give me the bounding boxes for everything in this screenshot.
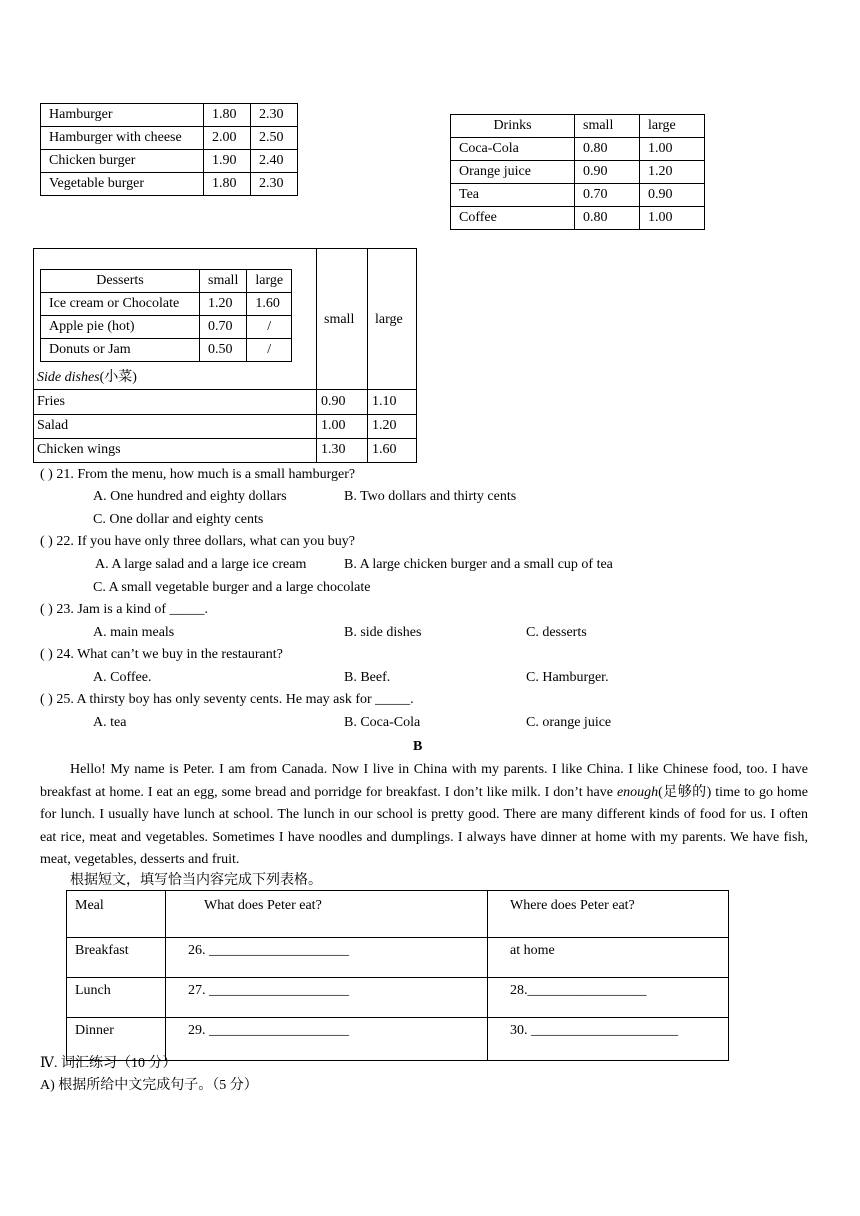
side-row-large: 1.60 bbox=[372, 442, 397, 457]
side-row-small: 1.00 bbox=[321, 418, 346, 433]
side-row-name: Chicken wings bbox=[37, 442, 121, 457]
answer-29[interactable]: 29. ____________________ bbox=[166, 1018, 488, 1061]
table-row: Breakfast 26. ____________________ at home bbox=[67, 938, 729, 978]
table-row: Dinner 29. ____________________ 30. _____________________ bbox=[67, 1018, 729, 1061]
option-b: B. Beef. bbox=[344, 670, 391, 685]
row-divider bbox=[33, 414, 416, 415]
table-row: Tea 0.70 0.90 bbox=[451, 184, 705, 207]
table-row: Vegetable burger 1.80 2.30 bbox=[41, 173, 298, 196]
side-row-small: 0.90 bbox=[321, 394, 346, 409]
fill-instruction: 根据短文，填写恰当内容完成下列表格。 bbox=[70, 873, 322, 888]
burger-price-table bbox=[40, 103, 298, 196]
table-row: Orange juice 0.90 1.20 bbox=[451, 161, 705, 184]
table-row: Donuts or Jam 0.50 / bbox=[41, 339, 292, 362]
desserts-price-table bbox=[40, 269, 292, 362]
option-a: A. tea bbox=[93, 715, 127, 730]
column-divider bbox=[367, 248, 368, 462]
option-a: A. One hundred and eighty dollars bbox=[93, 489, 287, 504]
answer-26[interactable]: 26. ____________________ bbox=[166, 938, 488, 978]
option-a: A. Coffee. bbox=[93, 670, 152, 685]
fill-in-table bbox=[66, 890, 729, 1061]
answer-28[interactable]: 28._________________ bbox=[488, 978, 729, 1018]
option-b: B. side dishes bbox=[344, 625, 422, 640]
section-iv-heading: Ⅳ. 词汇练习（10 分） bbox=[40, 1056, 177, 1071]
side-row-name: Salad bbox=[37, 418, 69, 433]
side-dishes-title: Side dishes(小菜) bbox=[37, 370, 137, 385]
row-divider bbox=[33, 389, 416, 390]
section-b-heading: B bbox=[413, 739, 423, 754]
option-c: C. orange juice bbox=[526, 715, 612, 730]
side-row-large: 1.10 bbox=[372, 394, 397, 409]
column-divider bbox=[316, 248, 317, 462]
option-a: A. A large salad and a large ice cream bbox=[95, 557, 307, 572]
table-row: Chicken burger 1.90 2.40 bbox=[41, 150, 298, 173]
table-header-row: Drinks small large bbox=[451, 115, 705, 138]
answer-30[interactable]: 30. _____________________ bbox=[488, 1018, 729, 1061]
table-row: Coffee 0.80 1.00 bbox=[451, 207, 705, 230]
option-b: B. Two dollars and thirty cents bbox=[344, 489, 517, 504]
side-row-small: 1.30 bbox=[321, 442, 346, 457]
table-row: Apple pie (hot) 0.70 / bbox=[41, 316, 292, 339]
option-a: A. main meals bbox=[93, 625, 175, 640]
side-row-large: 1.20 bbox=[372, 418, 397, 433]
option-c: C. A small vegetable burger and a large chocolate bbox=[93, 580, 371, 595]
table-row: Ice cream or Chocolate 1.20 1.60 bbox=[41, 293, 292, 316]
option-c: C. One dollar and eighty cents bbox=[93, 512, 264, 527]
side-row-name: Fries bbox=[37, 394, 65, 409]
drinks-price-table bbox=[450, 114, 705, 230]
table-header-row: Desserts small large bbox=[41, 270, 292, 293]
option-b: B. A large chicken burger and a small cup of tea bbox=[344, 557, 613, 572]
reading-passage: Hello! My name is Peter. I am from Canada. Now I live in China with my parents. I like China. I like Chinese food, too. I have breakfast at home. I eat an egg, some bread and porridge for breakfast. I don’t like milk. I don’t have enough(足够的) time to go home for lunch. I usually have lunch at school. The lunch in our school is pretty good. There are many different kinds of food for us. I often eat rice, meat and vegetables. Sometimes I have noodles and dumplings. I always have dinner at home with my parents. We have fish, meat, vegetables, desserts and fruit. bbox=[40, 762, 809, 867]
option-c: C. desserts bbox=[526, 625, 587, 640]
table-row: Coca-Cola 0.80 1.00 bbox=[451, 138, 705, 161]
table-row: Lunch 27. ____________________ 28._________________ bbox=[67, 978, 729, 1018]
side-col-small: small bbox=[324, 312, 355, 327]
table-row: Hamburger 1.80 2.30 bbox=[41, 104, 298, 127]
option-c: C. Hamburger. bbox=[526, 670, 609, 685]
section-a-heading: A) 根据所给中文完成句子。（5 分） bbox=[40, 1078, 258, 1093]
option-b: B. Coca-Cola bbox=[344, 715, 421, 730]
table-header-row: Meal What does Peter eat? Where does Peter eat? bbox=[67, 891, 729, 938]
answer-27[interactable]: 27. ____________________ bbox=[166, 978, 488, 1018]
table-row: Hamburger with cheese 2.00 2.50 bbox=[41, 127, 298, 150]
side-col-large: large bbox=[375, 312, 403, 327]
